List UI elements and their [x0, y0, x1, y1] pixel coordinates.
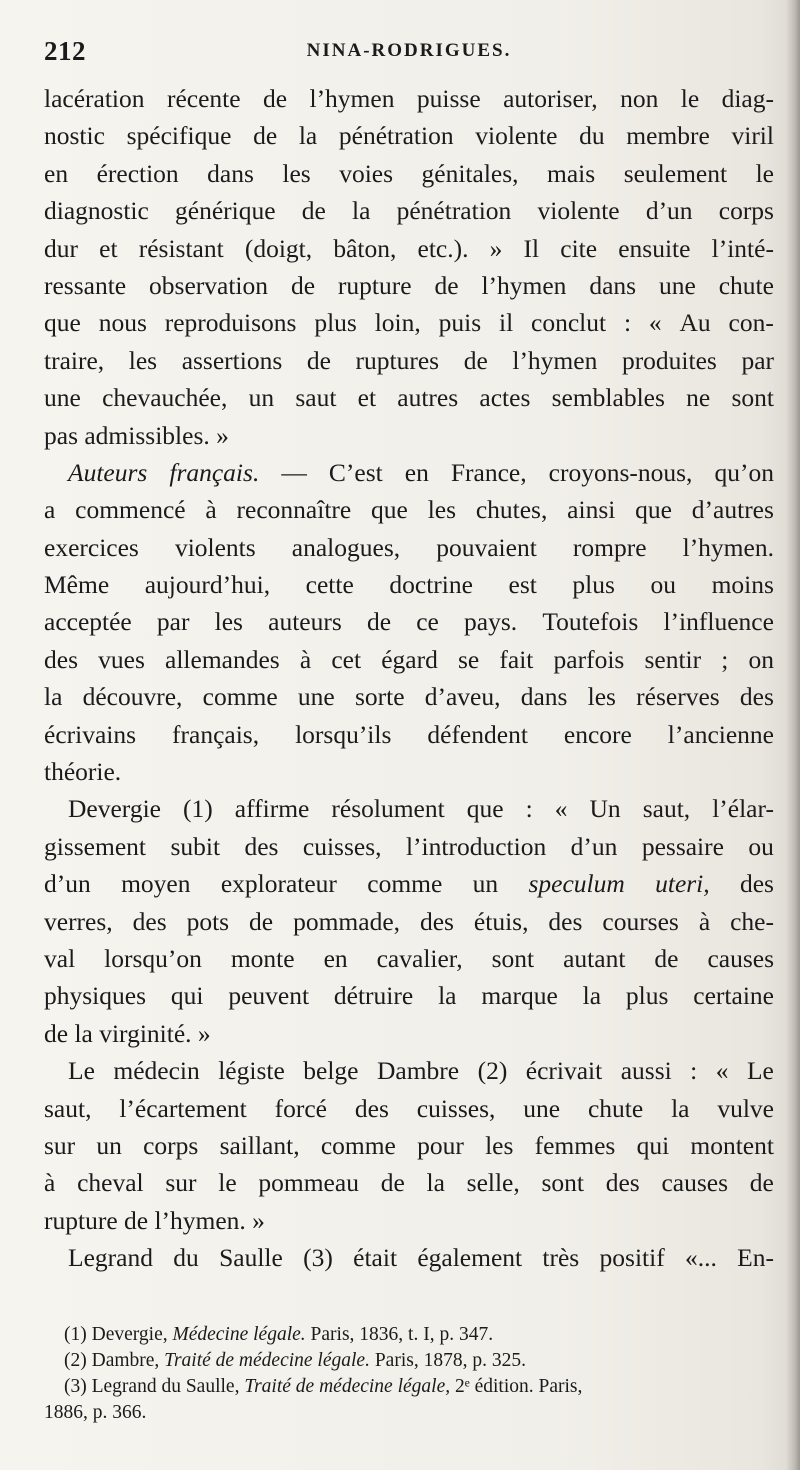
text-line: gissement subit des cuisses, l’introduction d’un pessaire ou: [44, 831, 774, 861]
body-text: [44, 80, 774, 1277]
text-line: ressante observation de rupture de l’hymen dans une chute: [44, 270, 774, 300]
text-line: en érection dans les voies génitales, mais seulement le: [44, 158, 774, 188]
text-line: sur un corps saillant, comme pour les femmes qui montent: [44, 1130, 774, 1160]
text-line: val lorsqu’on monte en cavalier, sont autant de causes: [44, 943, 774, 973]
text-line: théorie.: [44, 757, 122, 787]
footnote: (2) Dambre, Traité de médecine légale. Paris, 1878, p. 325.: [64, 1350, 526, 1371]
text-line: verres, des pots de pommade, des étuis, des courses à che-: [44, 906, 774, 936]
text-line: diagnostic générique de la pénétration violente d’un corps: [44, 196, 774, 226]
text-line: de la virginité. »: [44, 1018, 211, 1048]
text-line: acceptée par les auteurs de ce pays. Toutefois l’influence: [44, 607, 774, 637]
text-line: Auteurs français. — C’est en France, croyons-nous, qu’on: [68, 457, 774, 487]
text-line: physiques qui peuvent détruire la marque la plus certaine: [44, 981, 774, 1011]
footnotes: [44, 1322, 774, 1426]
running-head: NINA-RODRIGUES.: [306, 40, 512, 61]
text-line: écrivains français, lorsqu’ils défendent encore l’ancienne: [44, 719, 774, 749]
page-edge-shadow: [786, 0, 800, 1470]
text-line: saut, l’écartement forcé des cuisses, une chute la vulve: [44, 1093, 774, 1123]
text-line: des vues allemandes à cet égard se fait parfois sentir ; on: [44, 644, 774, 674]
footnote: (3) Legrand du Saulle, Traité de médecine légale, 2ᵉ édition. Paris,: [64, 1376, 583, 1397]
text-line: lacération récente de l’hymen puisse autoriser, non le diag-: [44, 84, 774, 113]
text-line: Legrand du Saulle (3) était également très positif «... En-: [68, 1243, 774, 1273]
text-line: a commencé à reconnaître que les chutes, ainsi que d’autres: [44, 495, 774, 525]
text-line: à cheval sur le pommeau de la selle, sont des causes de: [44, 1168, 774, 1198]
text-line: Le médecin légiste belge Dambre (2) écrivait aussi : « Le: [68, 1056, 774, 1086]
text-line: d’un moyen explorateur comme un speculum uteri, des: [44, 869, 774, 899]
footnote: 1886, p. 366.: [44, 1402, 147, 1423]
text-line: une chevauchée, un saut et autres actes semblables ne sont: [44, 383, 774, 413]
text-line: rupture de l’hymen. »: [44, 1205, 265, 1235]
text-line: pas admissibles. »: [44, 420, 229, 450]
footnote: (1) Devergie, Médecine légale. Paris, 1836, t. I, p. 347.: [64, 1324, 494, 1345]
text-line: que nous reproduisons plus loin, puis il conclut : « Au con-: [44, 308, 774, 338]
text-line: dur et résistant (doigt, bâton, etc.). » Il cite ensuite l’inté-: [44, 233, 774, 263]
text-line: nostic spécifique de la pénétration violente du membre viril: [44, 121, 774, 151]
text-line: exercices violents analogues, pouvaient rompre l’hymen.: [44, 532, 774, 562]
text-line: Même aujourd’hui, cette doctrine est plus ou moins: [44, 570, 774, 600]
page-number: 212: [44, 36, 86, 66]
text-line: traire, les assertions de ruptures de l’hymen produites par: [44, 345, 774, 375]
text-line: Devergie (1) affirme résolument que : « Un saut, l’élar-: [68, 794, 774, 824]
page-header: [44, 36, 774, 70]
text-line: la découvre, comme une sorte d’aveu, dans les réserves des: [44, 682, 774, 712]
